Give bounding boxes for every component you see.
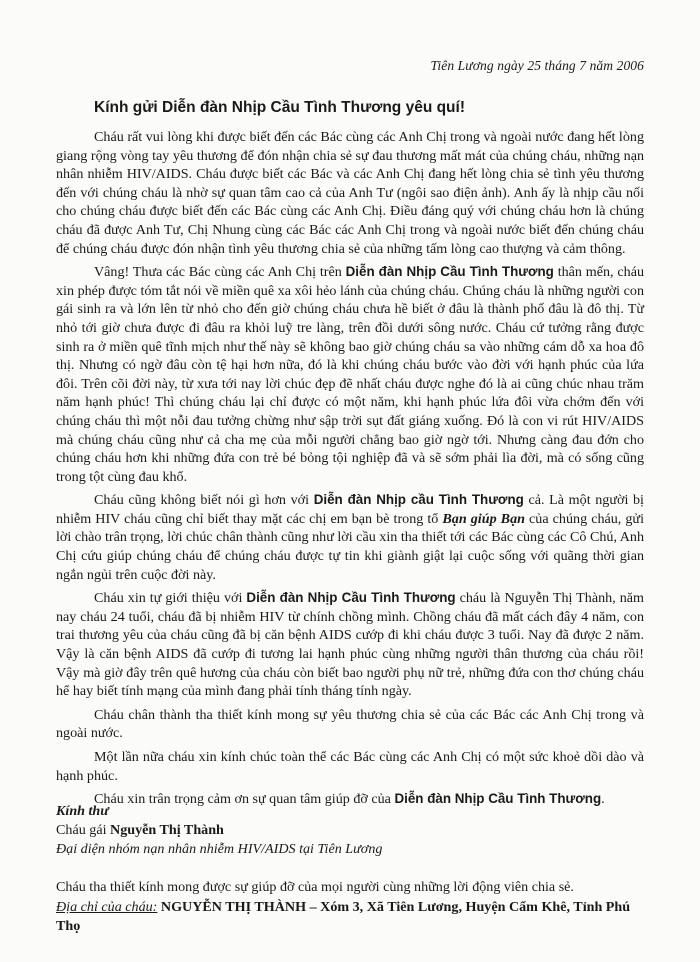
dateline: Tiên Lương ngày 25 tháng 7 năm 2006 xyxy=(430,58,644,73)
representative-line: Đại diện nhóm nạn nhân nhiễm HIV/AIDS tại Tiên Lương xyxy=(56,841,383,857)
paragraph-1: Cháu rất vui lòng khi được biết đến các Bác cùng các Anh Chị trong và ngoài nước đang hết lòng giang rộng vòng tay yêu thương để đón nhận chia sẻ sự đau thương mất mát của chúng cháu, những nạn nhân nhiễm HIV/AIDS. Cháu được biết các Bác và các Anh Chị đang hết lòng chia sẻ tình yêu thương đến với chúng cháu là nhờ sự quan tâm cao cả của Anh Tư (ngôi sao điện ảnh). Anh ấy là nhịp cầu nối cho chúng cháu được biết đến các Bác cùng các Anh Chị. Điều đáng quý với chúng cháu hơn là chúng cháu đã được Anh Tư, Chị Nhung cùng các Bác các Anh Chị trong và ngoài nước biết đến chúng cháu để chúng cháu được đón nhận tình yêu thương chia sẻ của những tấm lòng cao thượng và cảm thông. xyxy=(56,129,644,257)
signer-prefix: Cháu gái xyxy=(56,822,107,838)
paragraph-7-text-a: Cháu xin trân trọng cảm ơn sự quan tâm giúp đỡ của xyxy=(94,791,391,808)
paragraph-3-text-b: cả. Là một người bị nhiễm HIV cháu cũng chỉ biết thay mặt các chị em bạn bè trong tổ xyxy=(56,492,644,527)
address-line xyxy=(56,898,644,937)
paragraph-3 xyxy=(56,491,644,584)
paragraph-4 xyxy=(56,589,644,701)
forum-name: Diễn đàn Nhịp Cầu Tình Thương xyxy=(394,791,602,807)
paragraph-2 xyxy=(56,263,644,486)
closing-note: Cháu tha thiết kính mong được sự giúp đỡ của mọi người cùng những lời động viên chia sẻ. xyxy=(56,879,574,895)
letter-body xyxy=(56,128,644,814)
paragraph-4-text-a: Cháu xin tự giới thiệu với xyxy=(94,590,243,607)
paragraph-6: Một lần nữa cháu xin kính chúc toàn thể các Bác cùng các Anh Chị có một sức khoẻ dồi dào và hạnh phúc. xyxy=(56,749,644,784)
forum-name: Diễn đàn Nhịp Cầu Tình Thương xyxy=(345,264,554,280)
paragraph-3-text-a: Cháu cũng không biết nói gì hơn với xyxy=(94,492,310,509)
group-name: Bạn giúp Bạn xyxy=(442,510,525,527)
forum-name: Diễn đàn Nhịp Cầu Tình Thương xyxy=(246,590,456,606)
address-label: Địa chỉ của cháu: xyxy=(56,898,158,915)
paragraph-5: Cháu chân thành tha thiết kính mong sự yêu thương chia sẻ của các Bác các Anh Chị trong và ngoài nước. xyxy=(56,706,644,742)
footer xyxy=(56,878,644,937)
paragraph-4-text-b: cháu là Nguyễn Thị Thành, năm nay cháu 24 tuổi, cháu đã bị nhiễm HIV từ chính chồng mình. Chồng cháu đã mất cách đây 4 năm, con trai thương yêu của cháu cũng đã bị căn bệnh AIDS cướp đi khi cháu được 3 tuổi. Nay đã được 2 năm. Vậy là căn bệnh AIDS đã cướp đi tương lai hạnh phúc cùng những người thân thương của cháu rồi! Vậy mà giờ đây trên quê hương của cháu còn biết bao người phụ nữ trẻ, những đứa con thơ chúng cháu hể hay biết tính mạng của mình đang phải tính tháng tính ngày. xyxy=(56,590,645,700)
forum-name: Diễn đàn Nhịp cầu Tình Thương xyxy=(313,492,524,508)
signature-block xyxy=(56,802,644,859)
signer-name: Nguyễn Thị Thành xyxy=(110,822,224,838)
paragraph-2-text-a: Vâng! Thưa các Bác cùng các Anh Chị trên xyxy=(94,264,342,281)
salutation: Kính gửi Diễn đàn Nhịp Cầu Tình Thương yêu quí! xyxy=(94,99,465,116)
address: NGUYỄN THỊ THÀNH – Xóm 3, Xã Tiên Lương, Huyện Cẩm Khê, Tỉnh Phú Thọ xyxy=(56,898,631,934)
paragraph-7-end: . xyxy=(601,791,605,808)
paragraph-3-text-c: của chúng cháu, gửi lời chào trân trọng, lời chúc chân thành cũng như lời cầu xin tha thiết tới các Bác cùng các Cô Chú, Anh Chị cứu giúp chúng cháu để chúng cháu được tự tin khi giành giật lại cuộc sống với quãng thời gian ngắn ngủi trên cuộc đời này. xyxy=(56,510,644,583)
paragraph-2-text-b: thân mến, cháu xin phép được tóm tắt nói về miền quê xa xôi hẻo lánh của chúng cháu. Chúng cháu là những người con gái sinh ra và lớn lên từ nhỏ cho đến giờ chúng cháu chưa hề biết ở đâu là thành phố đâu là đô thị. Từ nhỏ tới giờ chưa được đi đâu ra khỏi luỹ tre làng, trên đồi dưới sông nước. Cháu cứ tưởng rằng được sinh ra ở miền quê tĩnh mịch như thế này sẽ không bao giờ chúng cháu sa vào những cám dỗ xa hoa đô thị. Nhưng có ngờ đâu còn tệ hại hơn nữa, đó là khi chúng cháu bước vào đời với hạnh phúc của lứa đôi. Trên cõi đời này, từ xưa tới nay lời chúc đẹp đẽ nhất cháu được nghe đó là ai cũng chúc nhau trăm năm hạnh phúc! Thì chúng cháu lại chỉ được có một năm, khi hạnh phúc lứa đôi vừa chớm đến với chúng cháu thì một nỗi đau tưởng chừng như sập trời sụt đất giáng xuống. Đó là con vi rút HIV/AIDS mà chúng cháu cũng như cả cha mẹ của mỗi người chẳng bao giờ ngờ tới. Nhưng càng đau đớn cho chúng cháu hơn khi những đứa con trẻ bé bỏng tội nghiệp đã và sẽ sớm phải lìa đời, mà có sống cũng trong tột cùng đau khổ. xyxy=(56,264,645,485)
signer-line xyxy=(56,821,644,840)
kinh-thu: Kính thư xyxy=(56,803,109,819)
